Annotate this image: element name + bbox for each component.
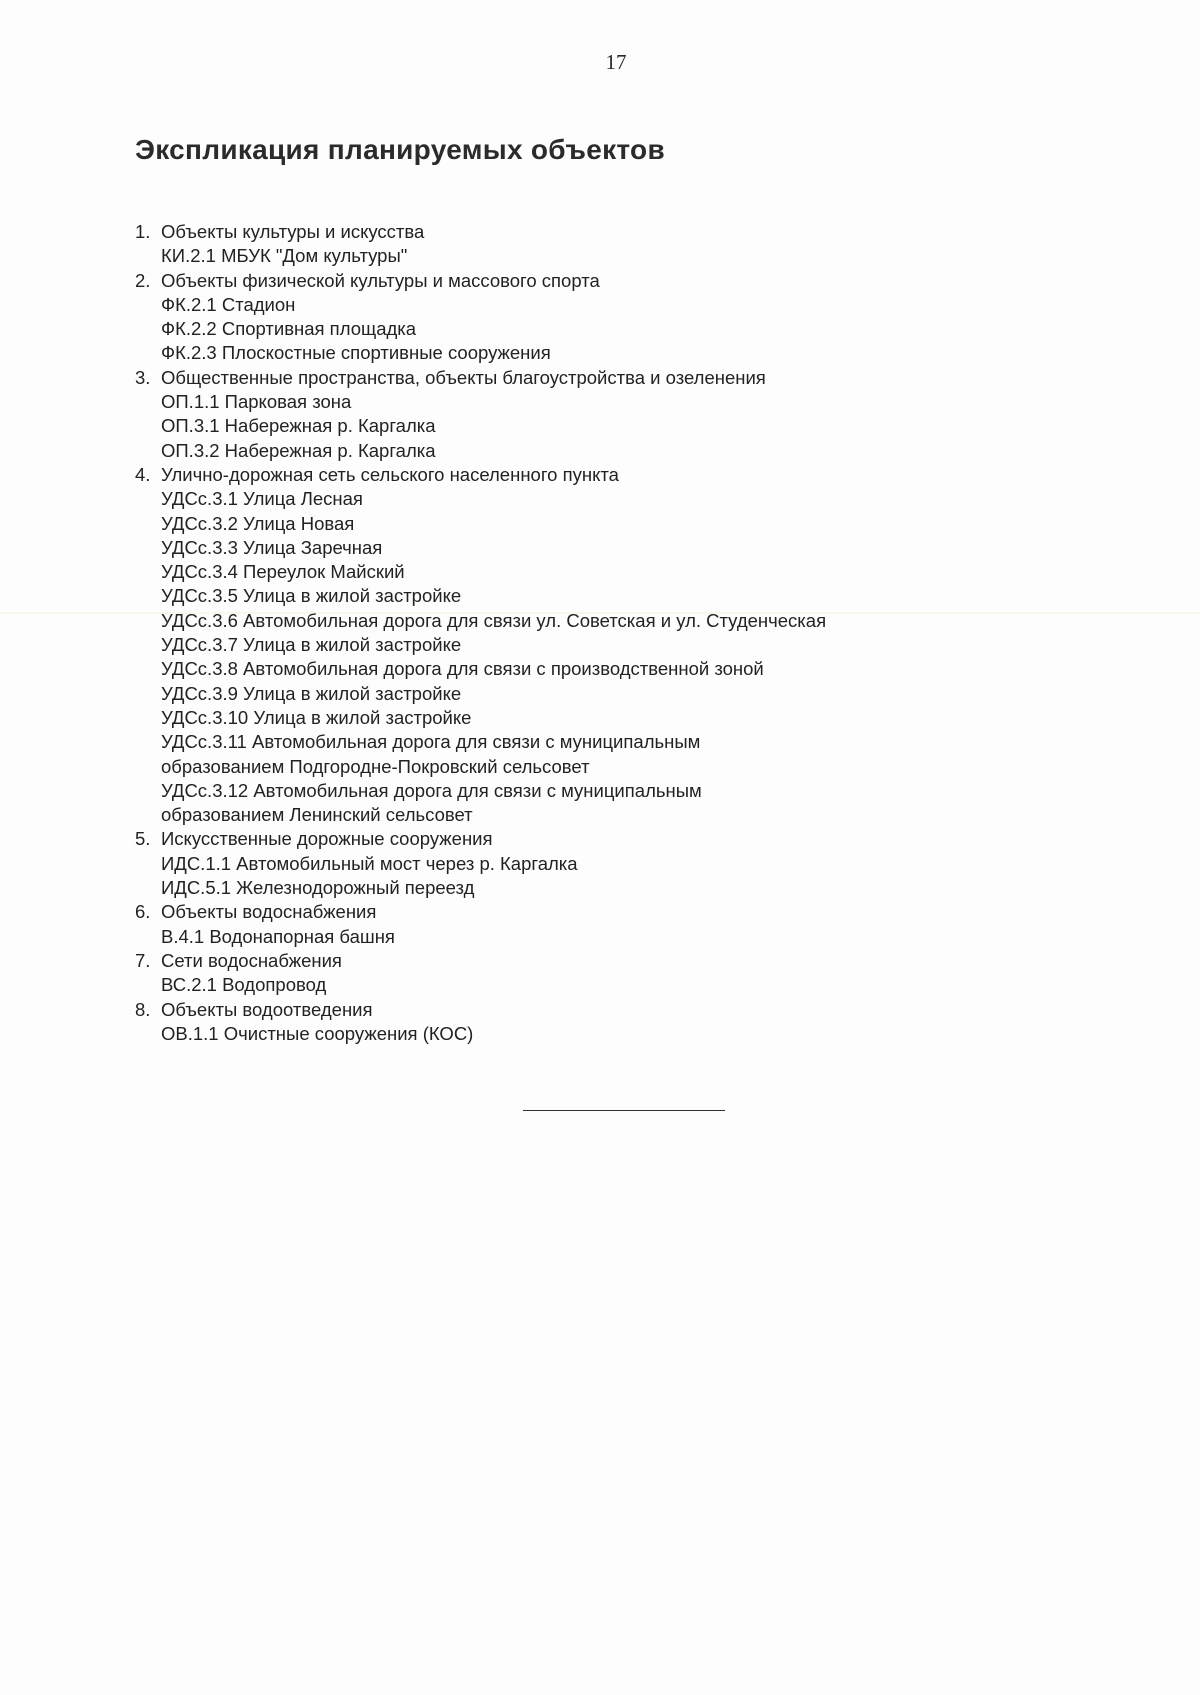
- category-item: [135, 949, 1085, 998]
- category-item: [135, 269, 1085, 366]
- category-title: [135, 900, 1085, 924]
- category-label: Искусственные дорожные сооружения: [161, 828, 493, 850]
- category-item: [135, 827, 1085, 900]
- sub-item: УДСс.3.11 Автомобильная дорога для связи с муниципальным образованием Подгородне-Покровский сельсовет: [161, 731, 701, 777]
- category-number: 6.: [135, 901, 151, 923]
- category-item: [135, 220, 1085, 269]
- category-label: Объекты водоснабжения: [161, 901, 377, 923]
- category-title: [135, 220, 1085, 244]
- page-number: 17: [605, 50, 627, 74]
- category-label: Объекты культуры и искусства: [161, 221, 425, 242]
- category-number: 5.: [135, 828, 151, 850]
- category-number: 4.: [135, 463, 151, 485]
- sub-item: УДСс.3.12 Автомобильная дорога для связи с муниципальным образованием Ленинский сельсовет: [161, 779, 702, 826]
- sub-item: ОП.3.2 Набережная р. Каргалка: [161, 439, 436, 461]
- sub-item: В.4.1 Водонапорная башня: [161, 925, 395, 947]
- category-item: [135, 998, 1085, 1047]
- sub-item: УДСс.3.5 Улица в жилой застройке: [161, 585, 462, 607]
- category-item: [135, 366, 1085, 463]
- category-number: 8.: [135, 998, 151, 1020]
- sub-item-list: [135, 852, 1085, 901]
- sub-item-list: [135, 244, 1085, 268]
- category-title: [135, 463, 1085, 487]
- sub-item: ОВ.1.1 Очистные сооружения (КОС): [161, 1022, 474, 1044]
- sub-item: УДСс.3.9 Улица в жилой застройке: [161, 682, 462, 704]
- category-title: [135, 269, 1085, 293]
- sub-item-list: [135, 390, 1085, 463]
- sub-item: УДСс.3.2 Улица Новая: [161, 512, 355, 534]
- sub-item: УДСс.3.1 Улица Лесная: [161, 488, 363, 510]
- category-item: [135, 463, 1085, 827]
- category-number: 2.: [135, 269, 151, 291]
- sub-item: УДСс.3.7 Улица в жилой застройке: [161, 634, 462, 656]
- sub-item: УДСс.3.3 Улица Заречная: [161, 536, 383, 558]
- category-label: Общественные пространства, объекты благоустройства и озеленения: [161, 366, 766, 388]
- category-title: [135, 827, 1085, 851]
- explication-list: [135, 220, 1085, 1046]
- end-divider: [523, 1110, 725, 1111]
- sub-item: УДСс.3.6 Автомобильная дорога для связи ул. Советская и ул. Студенческая: [161, 609, 827, 631]
- sub-item-list: [135, 973, 1085, 997]
- sub-item: УДСс.3.8 Автомобильная дорога для связи с производственной зоной: [161, 658, 764, 680]
- sub-item: ВС.2.1 Водопровод: [161, 974, 327, 996]
- sub-item-list: [135, 925, 1085, 949]
- sub-item: ИДС.1.1 Автомобильный мост через р. Каргалка: [161, 852, 578, 874]
- category-title: [135, 949, 1085, 973]
- category-title: [135, 998, 1085, 1022]
- category-item: [135, 900, 1085, 949]
- sub-item: ФК.2.1 Стадион: [161, 293, 296, 315]
- category-number: 7.: [135, 949, 151, 971]
- page-title: Экспликация планируемых объектов: [135, 134, 665, 165]
- sub-item: ИДС.5.1 Железнодорожный переезд: [161, 877, 475, 899]
- sub-item: ФК.2.3 Плоскостные спортивные сооружения: [161, 342, 551, 364]
- category-label: Улично-дорожная сеть сельского населенного пункта: [161, 463, 619, 485]
- category-number: 1.: [135, 221, 151, 242]
- category-label: Объекты водоотведения: [161, 998, 373, 1020]
- sub-item: УДСс.3.4 Переулок Майский: [161, 561, 405, 583]
- category-title: [135, 366, 1085, 390]
- sub-item: КИ.2.1 МБУК "Дом культуры": [161, 245, 408, 267]
- sub-item: ОП.3.1 Набережная р. Каргалка: [161, 415, 436, 437]
- sub-item-list: [135, 293, 1085, 366]
- sub-item: ОП.1.1 Парковая зона: [161, 391, 352, 413]
- sub-item-list: [135, 487, 1085, 827]
- sub-item: УДСс.3.10 Улица в жилой застройке: [161, 706, 472, 728]
- category-number: 3.: [135, 366, 151, 388]
- sub-item-list: [135, 1022, 1085, 1046]
- category-label: Объекты физической культуры и массового спорта: [161, 269, 600, 291]
- sub-item: ФК.2.2 Спортивная площадка: [161, 318, 417, 340]
- category-label: Сети водоснабжения: [161, 949, 342, 971]
